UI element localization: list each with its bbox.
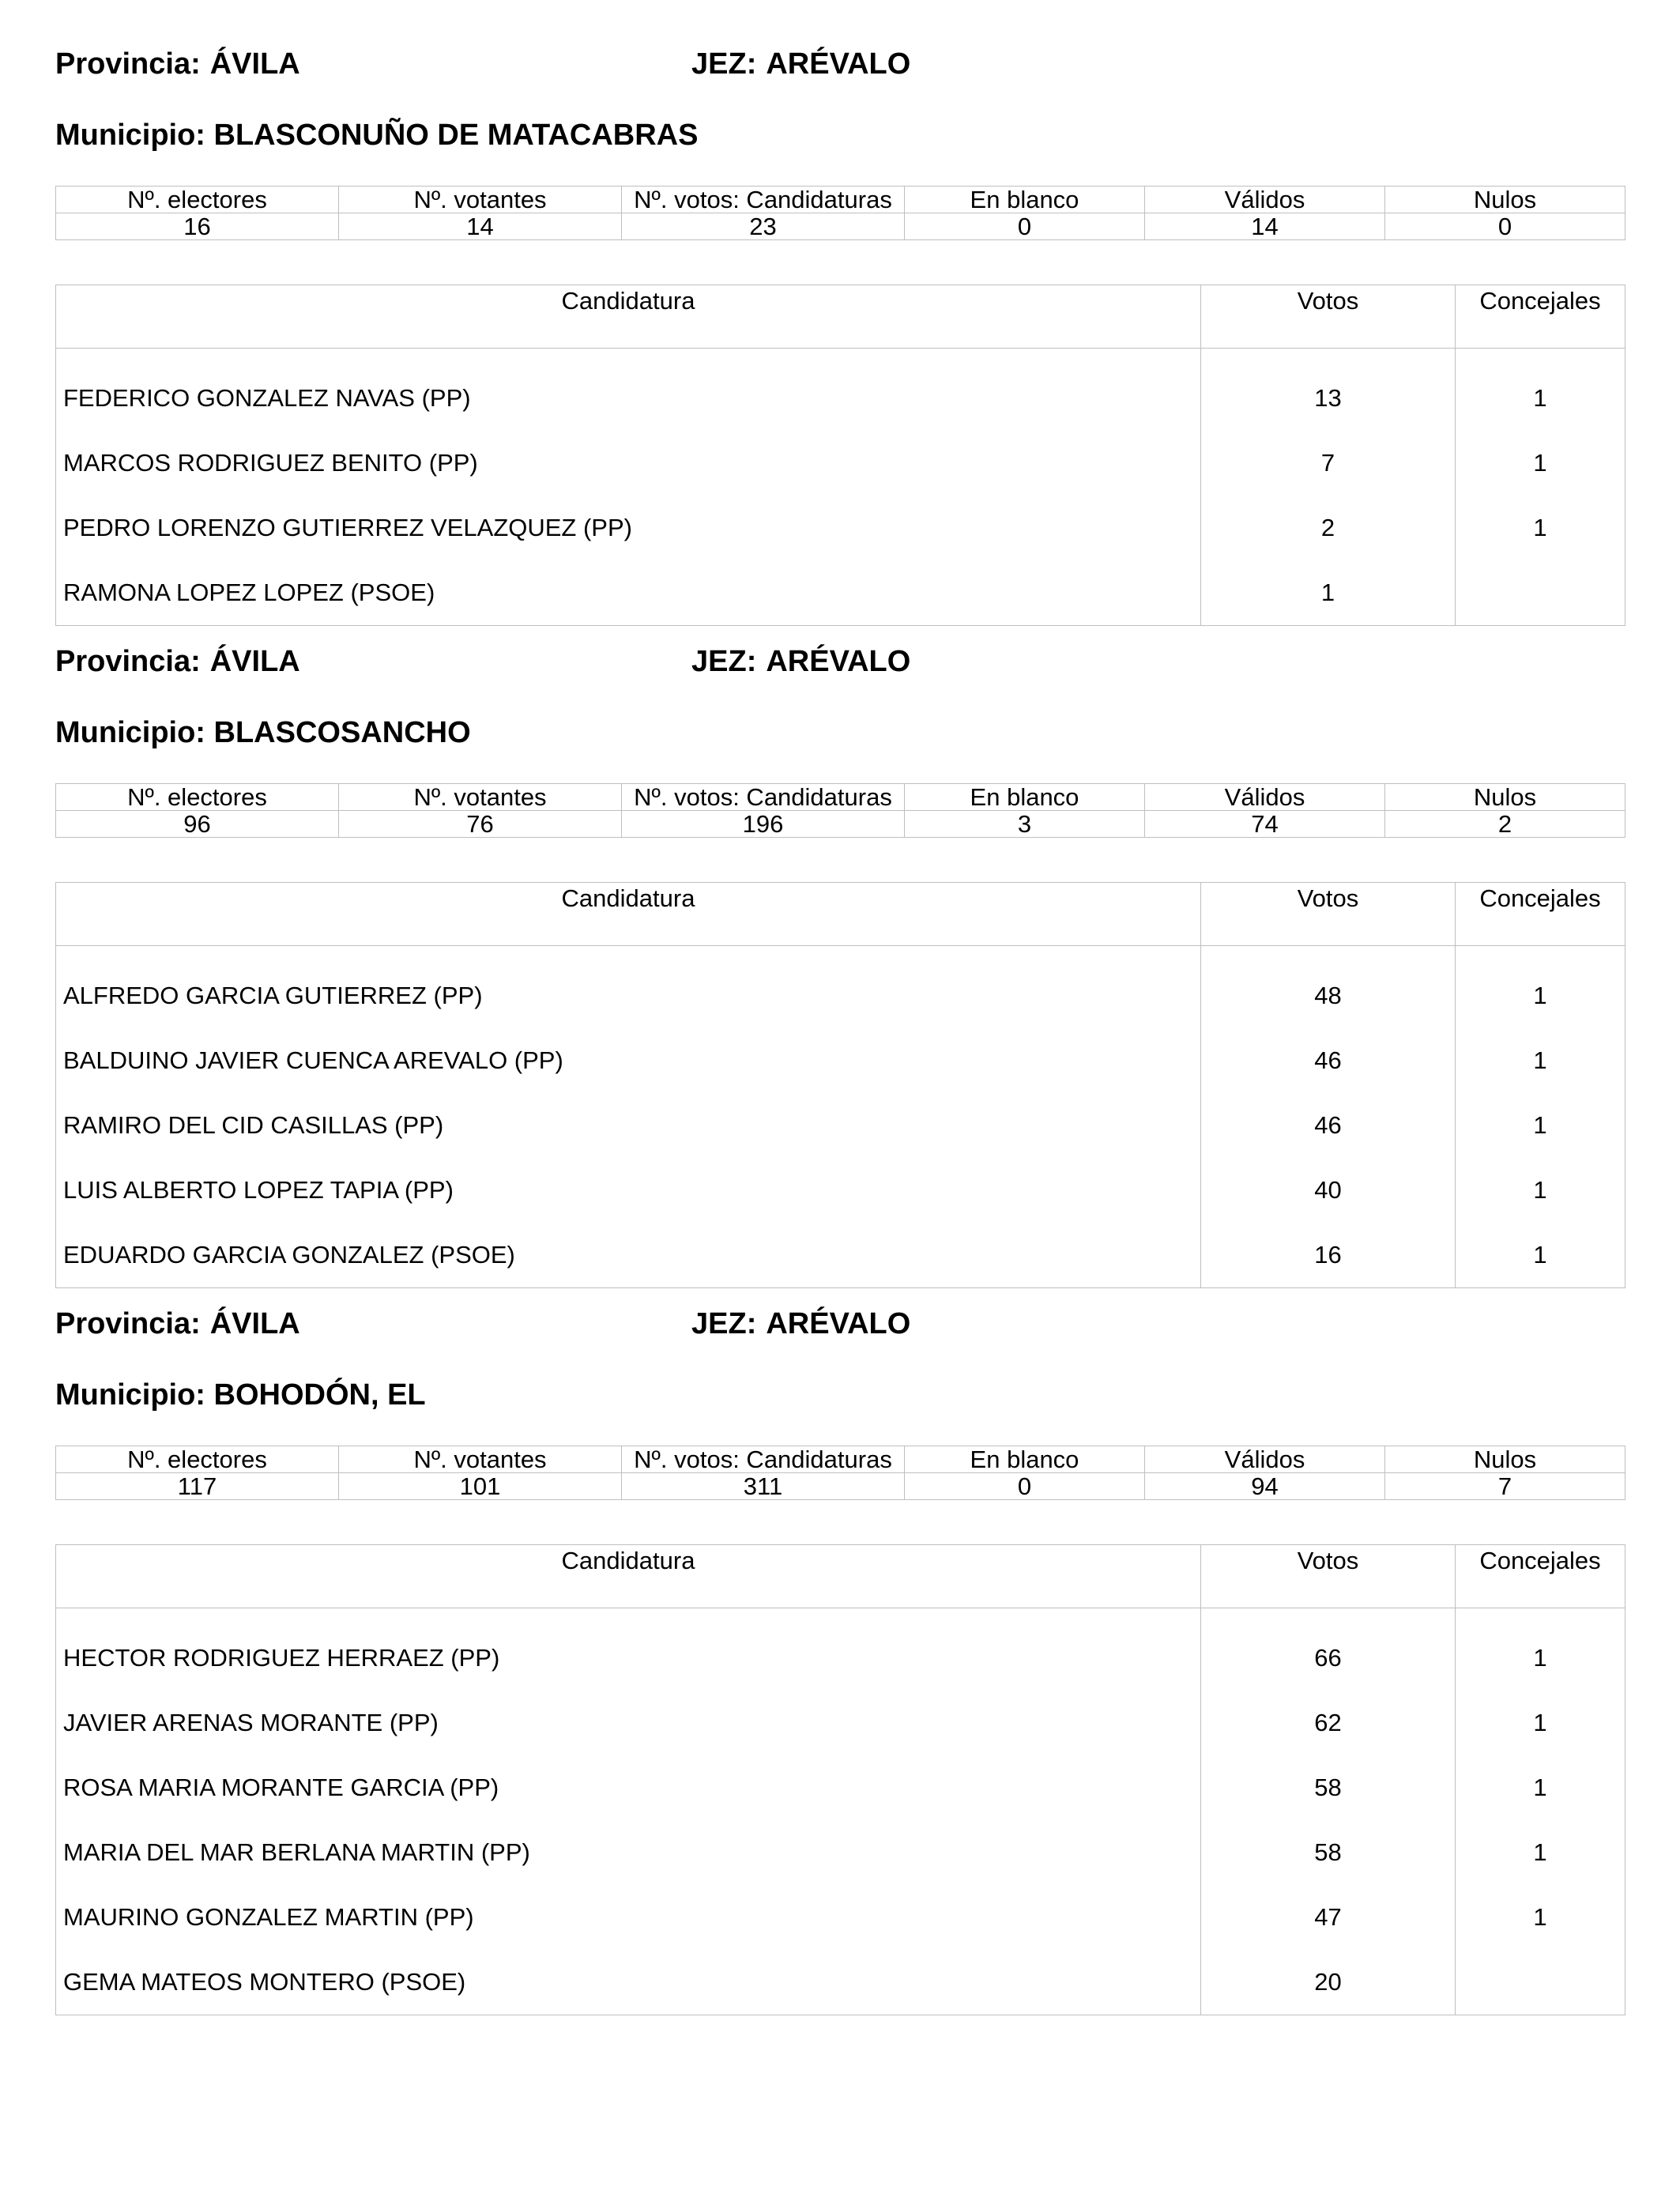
- candidates-header-row: [56, 285, 1625, 349]
- provincia-line: [55, 47, 300, 81]
- candidate-votos: 46: [1201, 1093, 1456, 1158]
- value-electores: 96: [56, 811, 339, 838]
- header-candidatura: Candidatura: [56, 285, 1201, 349]
- header-votantes: Nº. votantes: [339, 784, 622, 811]
- value-votantes: 14: [339, 213, 622, 240]
- value-votos-candidaturas: 23: [622, 213, 905, 240]
- candidate-votos: 40: [1201, 1158, 1456, 1223]
- header-concejales: Concejales: [1456, 1545, 1625, 1608]
- provincia-line: [55, 645, 300, 679]
- summary-value-row: [56, 213, 1625, 240]
- header-votos-candidaturas: Nº. votos: Candidaturas: [622, 187, 905, 213]
- jez-value: ARÉVALO: [766, 1307, 911, 1340]
- candidate-name: PEDRO LORENZO GUTIERREZ VELAZQUEZ (PP): [56, 496, 1201, 560]
- value-votantes: 76: [339, 811, 622, 838]
- jez-label: JEZ:: [691, 1307, 757, 1340]
- municipio-line: [55, 119, 698, 153]
- candidate-name: JAVIER ARENAS MORANTE (PP): [56, 1691, 1201, 1755]
- header-en-blanco: En blanco: [905, 784, 1145, 811]
- candidate-concejales: 1: [1456, 366, 1625, 431]
- value-validos: 14: [1145, 213, 1385, 240]
- header-nulos: Nulos: [1385, 784, 1625, 811]
- candidate-name: FEDERICO GONZALEZ NAVAS (PP): [56, 366, 1201, 431]
- value-validos: 74: [1145, 811, 1385, 838]
- value-votantes: 101: [339, 1473, 622, 1500]
- table-row: [56, 1223, 1625, 1288]
- table-row: [56, 963, 1625, 1028]
- header-electores: Nº. electores: [56, 784, 339, 811]
- value-validos: 94: [1145, 1473, 1385, 1500]
- candidate-votos: 46: [1201, 1028, 1456, 1093]
- jez-line: [691, 1307, 910, 1341]
- candidates-table: [55, 1544, 1625, 2015]
- header-nulos: Nulos: [1385, 1446, 1625, 1473]
- header-validos: Válidos: [1145, 1446, 1385, 1473]
- provincia-value: ÁVILA: [209, 645, 300, 678]
- candidate-name: EDUARDO GARCIA GONZALEZ (PSOE): [56, 1223, 1201, 1288]
- table-row: [56, 1755, 1625, 1820]
- candidate-concejales: 1: [1456, 1223, 1625, 1288]
- candidate-votos: 47: [1201, 1885, 1456, 1950]
- summary-table: [55, 1446, 1625, 1500]
- municipio-value: BLASCONUÑO DE MATACABRAS: [213, 119, 699, 152]
- candidate-votos: 58: [1201, 1755, 1456, 1820]
- header-votantes: Nº. votantes: [339, 187, 622, 213]
- value-electores: 117: [56, 1473, 339, 1500]
- value-votos-candidaturas: 196: [622, 811, 905, 838]
- provincia-value: ÁVILA: [209, 1307, 300, 1340]
- provincia-label: Provincia:: [55, 47, 201, 81]
- municipio-line: [55, 1378, 426, 1412]
- provincia-label: Provincia:: [55, 645, 201, 678]
- candidate-concejales: 1: [1456, 1626, 1625, 1691]
- summary-value-row: [56, 1473, 1625, 1500]
- candidate-concejales: 1: [1456, 1158, 1625, 1223]
- header-en-blanco: En blanco: [905, 1446, 1145, 1473]
- header-votos: Votos: [1201, 285, 1456, 349]
- candidate-name: MARIA DEL MAR BERLANA MARTIN (PP): [56, 1820, 1201, 1885]
- candidate-concejales: [1456, 560, 1625, 626]
- candidate-votos: 16: [1201, 1223, 1456, 1288]
- table-row: [56, 496, 1625, 560]
- header-validos: Válidos: [1145, 187, 1385, 213]
- value-en-blanco: 0: [905, 1473, 1145, 1500]
- candidate-concejales: 1: [1456, 431, 1625, 496]
- header-electores: Nº. electores: [56, 1446, 339, 1473]
- value-en-blanco: 3: [905, 811, 1145, 838]
- candidates-header-row: [56, 883, 1625, 946]
- table-row: [56, 1158, 1625, 1223]
- summary-table: [55, 783, 1625, 838]
- provincia-line: [55, 1307, 300, 1341]
- table-row: [56, 366, 1625, 431]
- summary-header-row: [56, 1446, 1625, 1473]
- candidate-votos: 48: [1201, 963, 1456, 1028]
- municipio-label: Municipio:: [55, 119, 205, 152]
- candidate-votos: 66: [1201, 1626, 1456, 1691]
- candidate-votos: 13: [1201, 366, 1456, 431]
- candidates-table: [55, 882, 1625, 1288]
- municipio-value: BLASCOSANCHO: [213, 716, 471, 749]
- provincia-label: Provincia:: [55, 1307, 201, 1340]
- candidate-votos: 2: [1201, 496, 1456, 560]
- value-electores: 16: [56, 213, 339, 240]
- value-nulos: 2: [1385, 811, 1625, 838]
- header-nulos: Nulos: [1385, 187, 1625, 213]
- candidate-name: ALFREDO GARCIA GUTIERREZ (PP): [56, 963, 1201, 1028]
- candidate-concejales: 1: [1456, 1028, 1625, 1093]
- municipio-value: BOHODÓN, EL: [213, 1378, 426, 1412]
- jez-value: ARÉVALO: [766, 645, 911, 678]
- table-row: [56, 560, 1625, 626]
- header-concejales: Concejales: [1456, 285, 1625, 349]
- jez-line: [691, 645, 910, 679]
- header-validos: Válidos: [1145, 784, 1385, 811]
- candidate-concejales: [1456, 1950, 1625, 2015]
- table-row: [56, 1885, 1625, 1950]
- candidate-votos: 1: [1201, 560, 1456, 626]
- candidate-name: MAURINO GONZALEZ MARTIN (PP): [56, 1885, 1201, 1950]
- candidate-name: RAMONA LOPEZ LOPEZ (PSOE): [56, 560, 1201, 626]
- summary-value-row: [56, 811, 1625, 838]
- value-en-blanco: 0: [905, 213, 1145, 240]
- candidate-concejales: 1: [1456, 496, 1625, 560]
- municipio-label: Municipio:: [55, 716, 205, 749]
- summary-header-row: [56, 784, 1625, 811]
- jez-label: JEZ:: [691, 645, 757, 678]
- candidate-votos: 7: [1201, 431, 1456, 496]
- candidate-votos: 58: [1201, 1820, 1456, 1885]
- candidate-concejales: 1: [1456, 1093, 1625, 1158]
- provincia-value: ÁVILA: [209, 47, 300, 81]
- summary-header-row: [56, 187, 1625, 213]
- candidate-name: LUIS ALBERTO LOPEZ TAPIA (PP): [56, 1158, 1201, 1223]
- summary-table: [55, 186, 1625, 240]
- header-electores: Nº. electores: [56, 187, 339, 213]
- header-candidatura: Candidatura: [56, 1545, 1201, 1608]
- header-en-blanco: En blanco: [905, 187, 1145, 213]
- candidate-name: HECTOR RODRIGUEZ HERRAEZ (PP): [56, 1626, 1201, 1691]
- table-row: [56, 1626, 1625, 1691]
- header-votos: Votos: [1201, 1545, 1456, 1608]
- candidate-name: MARCOS RODRIGUEZ BENITO (PP): [56, 431, 1201, 496]
- header-votos: Votos: [1201, 883, 1456, 946]
- candidate-name: BALDUINO JAVIER CUENCA AREVALO (PP): [56, 1028, 1201, 1093]
- candidate-name: RAMIRO DEL CID CASILLAS (PP): [56, 1093, 1201, 1158]
- table-row: [56, 431, 1625, 496]
- header-candidatura: Candidatura: [56, 883, 1201, 946]
- jez-line: [691, 47, 910, 81]
- value-nulos: 7: [1385, 1473, 1625, 1500]
- candidates-header-row: [56, 1545, 1625, 1608]
- table-row: [56, 1691, 1625, 1755]
- header-votos-candidaturas: Nº. votos: Candidaturas: [622, 784, 905, 811]
- candidate-votos: 20: [1201, 1950, 1456, 2015]
- table-row: [56, 1028, 1625, 1093]
- candidate-concejales: 1: [1456, 1820, 1625, 1885]
- candidate-concejales: 1: [1456, 963, 1625, 1028]
- candidate-concejales: 1: [1456, 1691, 1625, 1755]
- header-concejales: Concejales: [1456, 883, 1625, 946]
- table-row: [56, 1820, 1625, 1885]
- jez-value: ARÉVALO: [766, 47, 911, 81]
- value-nulos: 0: [1385, 213, 1625, 240]
- jez-label: JEZ:: [691, 47, 757, 81]
- municipio-line: [55, 716, 471, 750]
- table-row: [56, 1950, 1625, 2015]
- value-votos-candidaturas: 311: [622, 1473, 905, 1500]
- header-votantes: Nº. votantes: [339, 1446, 622, 1473]
- table-row: [56, 1093, 1625, 1158]
- header-votos-candidaturas: Nº. votos: Candidaturas: [622, 1446, 905, 1473]
- candidates-table: [55, 285, 1625, 626]
- candidate-name: GEMA MATEOS MONTERO (PSOE): [56, 1950, 1201, 2015]
- candidate-name: ROSA MARIA MORANTE GARCIA (PP): [56, 1755, 1201, 1820]
- candidate-votos: 62: [1201, 1691, 1456, 1755]
- candidate-concejales: 1: [1456, 1885, 1625, 1950]
- candidate-concejales: 1: [1456, 1755, 1625, 1820]
- municipio-label: Municipio:: [55, 1378, 205, 1412]
